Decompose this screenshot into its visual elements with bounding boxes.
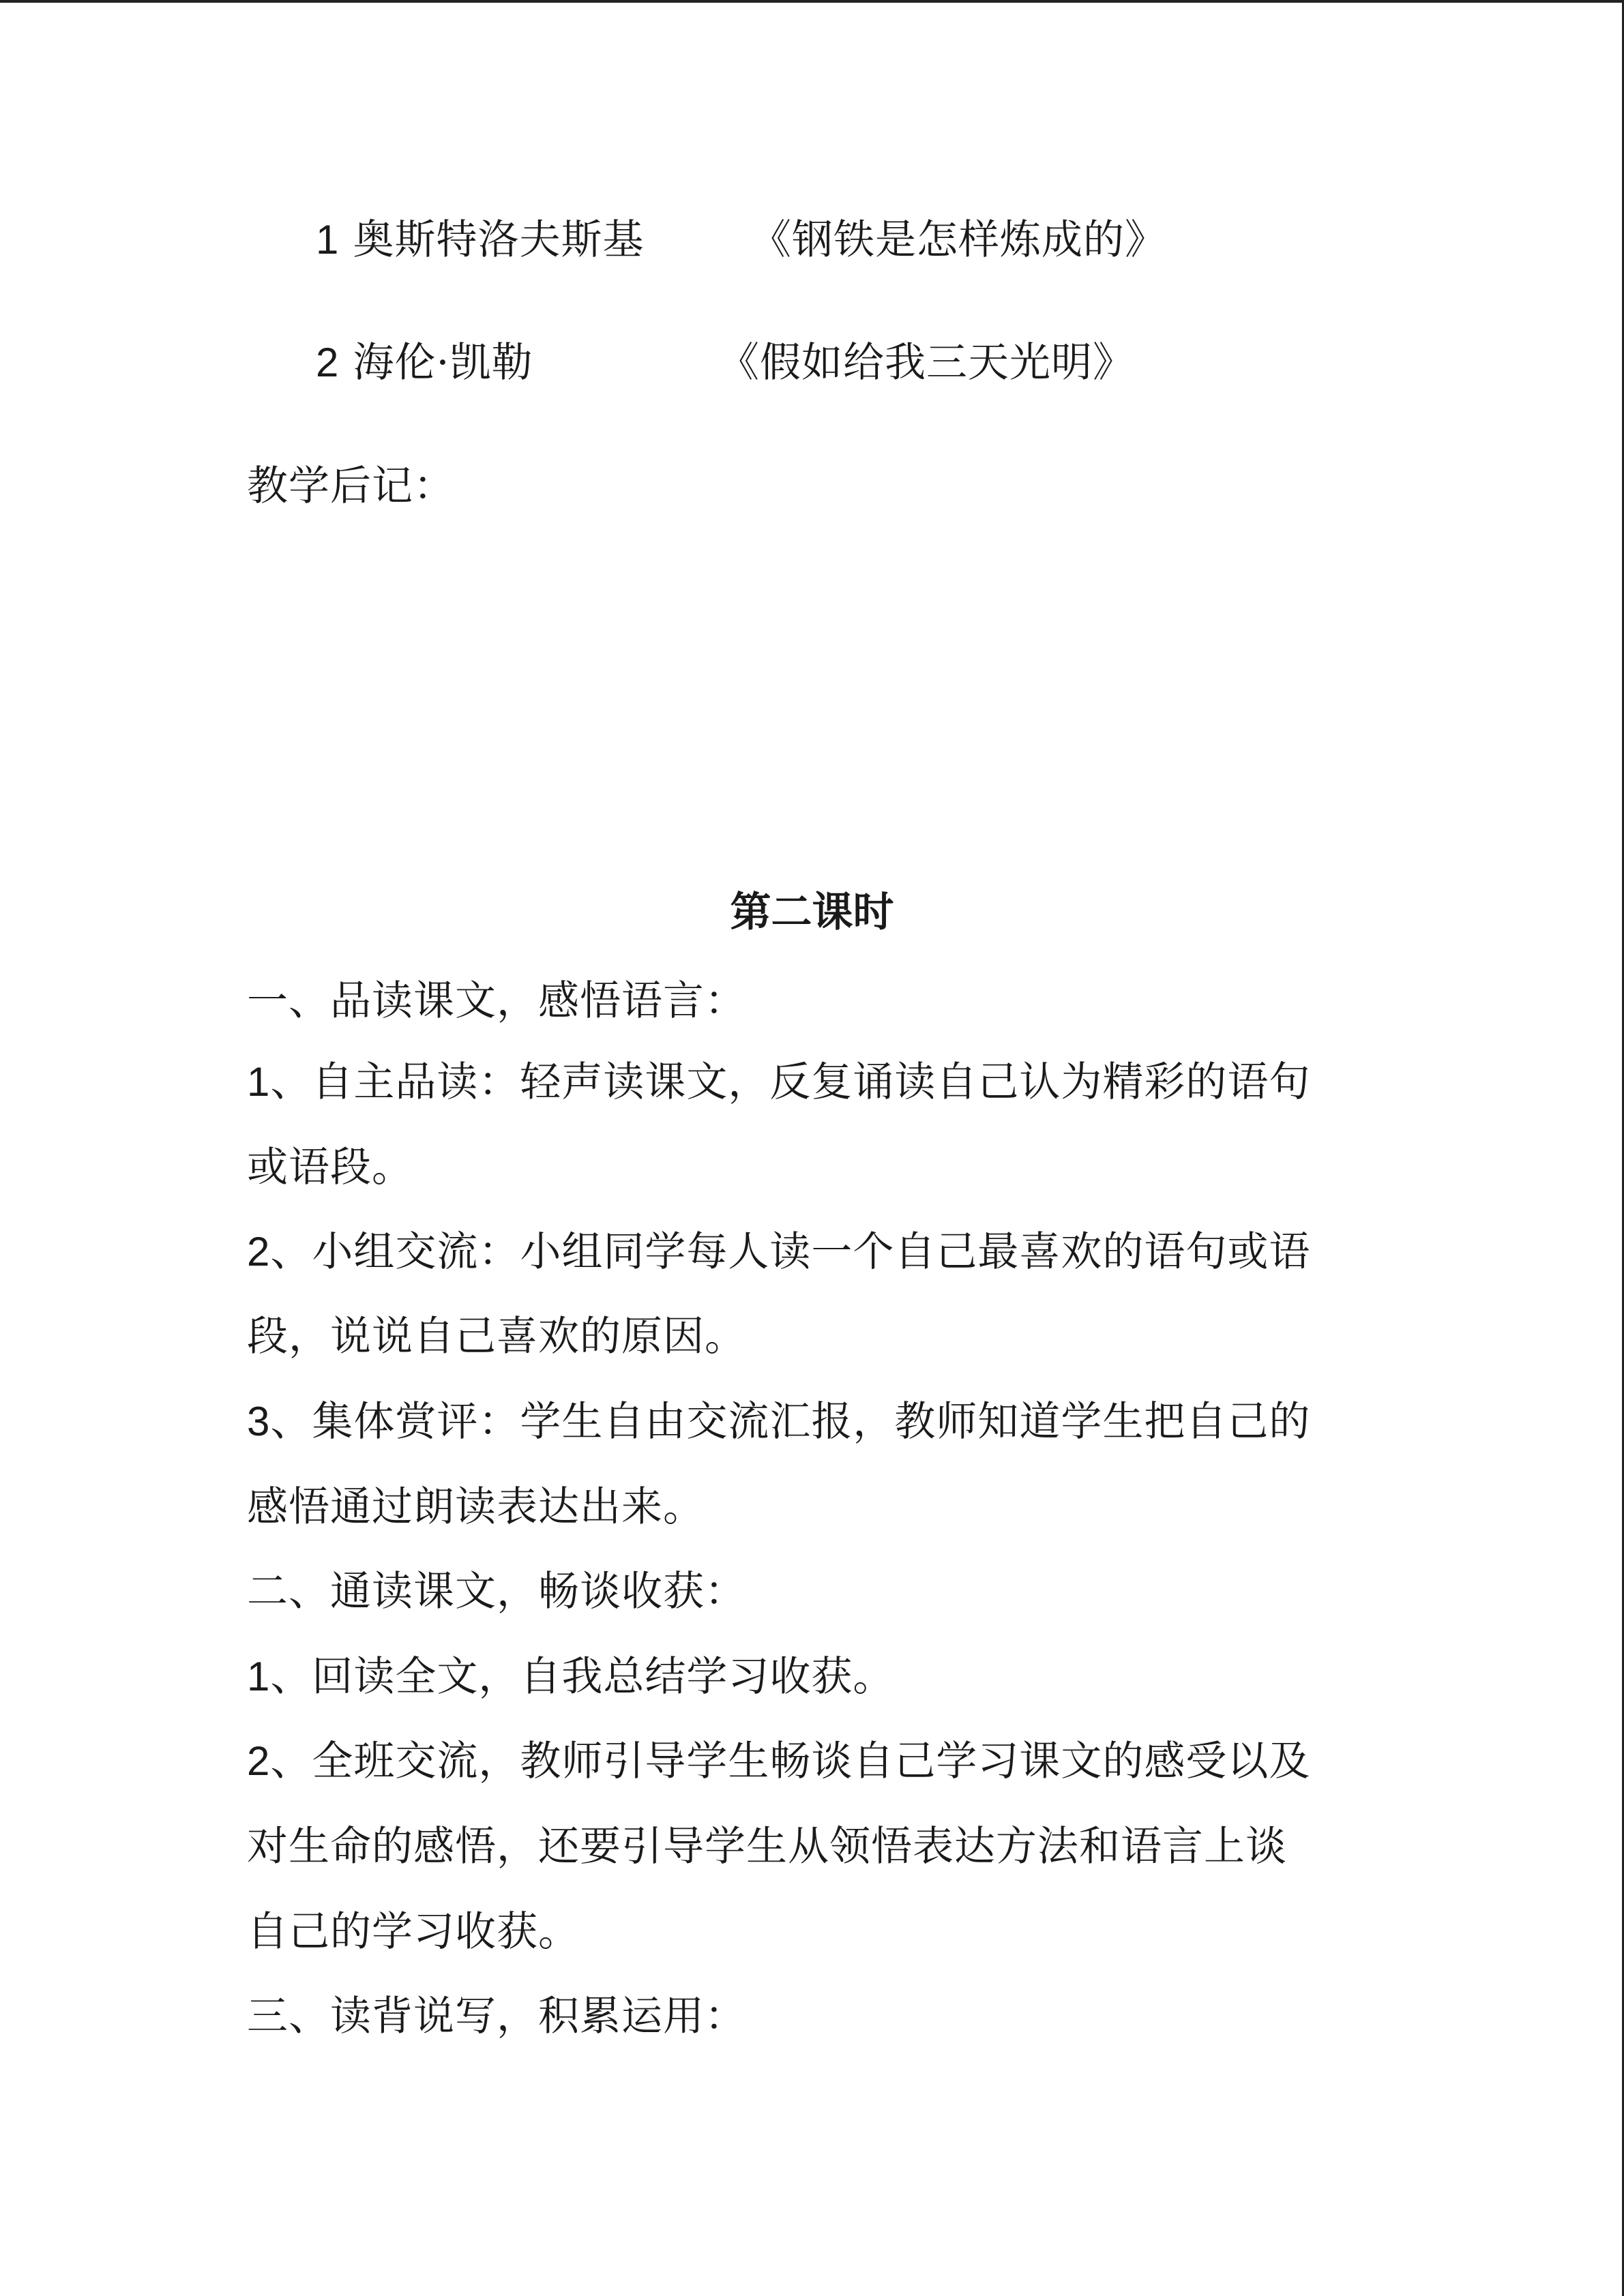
book-item-1-author xyxy=(316,215,644,265)
afterword-label: 教学后记： xyxy=(247,462,455,510)
section-2-item-2-line-3: 自己的学习收获。 xyxy=(247,1908,580,1956)
lesson-heading: 第二课时 xyxy=(730,889,894,936)
book-item-2-number: 2 xyxy=(316,340,340,385)
book-item-1-author-name: 奥斯特洛夫斯基 xyxy=(353,216,645,264)
book-item-1-title: 《钢铁是怎样炼成的》 xyxy=(750,216,1166,264)
section-1-item-2-line-1 xyxy=(247,1227,1310,1277)
section-1-item-1-text: 、自主品读：轻声读课文，反复诵读自己认为精彩的语句 xyxy=(270,1058,1311,1106)
section-2-item-2-line-2: 对生命的感悟，还要引导学生从领悟表达方法和语言上谈 xyxy=(247,1823,1287,1870)
section-2-item-1-text: 、回读全文，自我总结学习收获。 xyxy=(270,1653,895,1701)
section-2-item-1-number: 1 xyxy=(247,1654,271,1699)
book-item-1-number: 1 xyxy=(316,217,340,263)
book-item-1 xyxy=(316,215,1271,265)
book-item-2-author-name: 海伦·凯勒 xyxy=(353,339,533,387)
section-2-item-1 xyxy=(247,1652,894,1701)
book-item-2-author xyxy=(316,338,533,387)
section-1-heading: 一、品读课文，感悟语言： xyxy=(247,977,746,1025)
section-1-item-3-text: 、集体赏评：学生自由交流汇报，教师知道学生把自己的 xyxy=(270,1398,1311,1446)
section-2-item-2-line-1 xyxy=(247,1737,1310,1786)
section-1-item-1-number: 1 xyxy=(247,1059,271,1105)
section-1-item-2-number: 2 xyxy=(247,1229,271,1274)
section-1-item-3-line-2: 感悟通过朗读表达出来。 xyxy=(247,1483,705,1531)
section-1-item-2-line-2: 段，说说自己喜欢的原因。 xyxy=(247,1313,746,1360)
section-1-item-2-text: 、小组交流：小组同学每人读一个自己最喜欢的语句或语 xyxy=(270,1228,1311,1276)
book-item-2 xyxy=(316,338,1271,387)
section-2-item-2-text: 、全班交流，教师引导学生畅谈自己学习课文的感受以及 xyxy=(270,1738,1311,1785)
book-item-2-title: 《假如给我三天光明》 xyxy=(718,339,1134,387)
section-1-item-3-number: 3 xyxy=(247,1399,271,1444)
section-1-item-1-line-2: 或语段。 xyxy=(247,1144,413,1191)
section-2-item-2-number: 2 xyxy=(247,1738,271,1784)
section-1-item-3-line-1 xyxy=(247,1397,1310,1446)
section-1-item-1-line-1 xyxy=(247,1058,1310,1107)
section-2-heading: 二、通读课文，畅谈收获： xyxy=(247,1568,746,1615)
section-3-heading: 三、读背说写，积累运用： xyxy=(247,1993,746,2040)
page-top-border xyxy=(0,0,1624,3)
